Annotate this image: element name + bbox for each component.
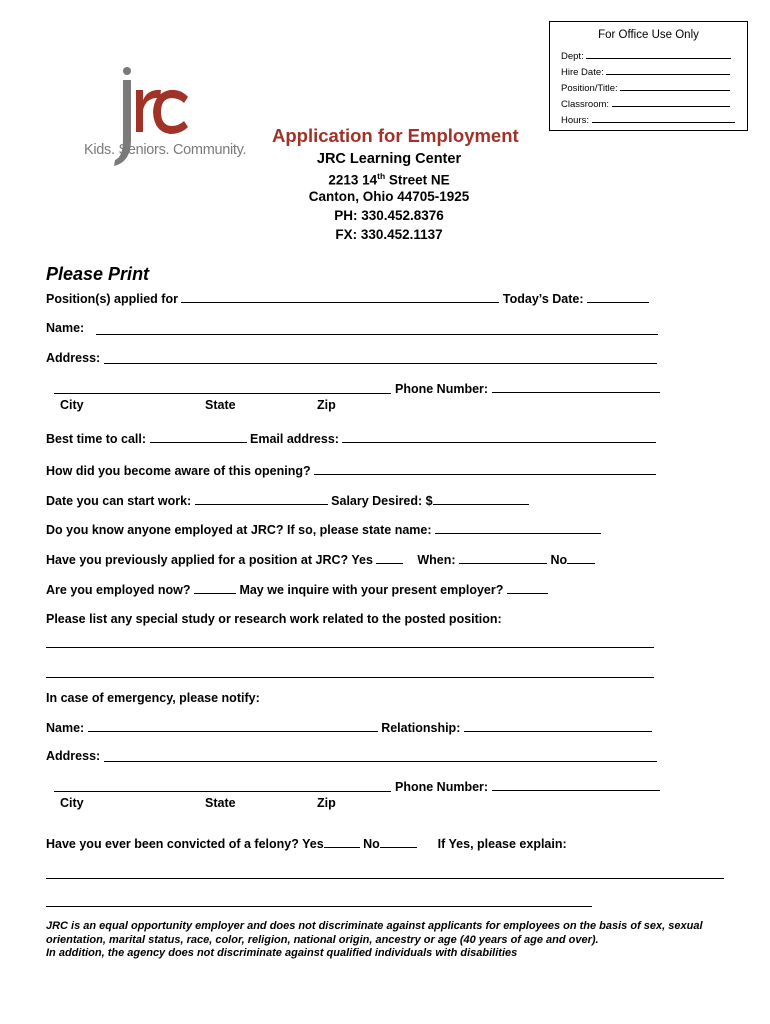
todays-date-field[interactable] bbox=[587, 291, 649, 303]
emergency-heading: In case of emergency, please notify: bbox=[46, 691, 260, 705]
page-title: Application for Employment bbox=[272, 125, 519, 146]
zip-label: Zip bbox=[317, 398, 336, 412]
phone-number-field[interactable] bbox=[492, 381, 660, 393]
org-name: JRC Learning Center bbox=[316, 151, 462, 167]
employed-row: Are you employed now? May we inquire with your present employer? bbox=[46, 582, 548, 597]
position-field[interactable] bbox=[181, 291, 499, 303]
special-study-line-1[interactable] bbox=[46, 647, 654, 648]
eeo-disclaimer: JRC is an equal opportunity employer and does not discriminate against applicants for employees on the basis of sex, sexual orientation, marital status, race, color, religion, national origin, ancestry or age (40 years of age and over). In addition, the agency does not discriminate against qualified individuals with disabilities bbox=[46, 920, 703, 959]
felony-no-field[interactable] bbox=[380, 836, 417, 848]
jrc-logo bbox=[84, 62, 247, 170]
emergency-address-label: Address: bbox=[46, 749, 101, 763]
emergency-state-label: State bbox=[205, 796, 236, 810]
address-label: Address: bbox=[46, 351, 101, 365]
best-time-email-row: Best time to call: Email address: bbox=[46, 431, 656, 446]
please-print-heading: Please Print bbox=[46, 264, 150, 284]
emergency-name-row: Name: Relationship: bbox=[46, 720, 652, 735]
emergency-city-state-zip-field[interactable] bbox=[54, 791, 391, 792]
emergency-city-label: City bbox=[60, 796, 84, 810]
org-street: 2213 14th Street NE bbox=[328, 171, 450, 188]
org-city: Canton, Ohio 44705-1925 bbox=[308, 189, 470, 204]
aware-field[interactable] bbox=[314, 463, 656, 475]
address-field[interactable] bbox=[104, 363, 657, 364]
office-field-classroom[interactable]: Classroom: bbox=[561, 97, 730, 110]
name-label: Name: bbox=[46, 321, 85, 335]
prev-applied-when-field[interactable] bbox=[459, 552, 547, 564]
know-anyone-row: Do you know anyone employed at JRC? If so, please state name: bbox=[46, 522, 601, 537]
name-field[interactable] bbox=[96, 334, 658, 335]
state-label: State bbox=[205, 398, 236, 412]
emergency-address-field[interactable] bbox=[104, 761, 657, 762]
special-study-label: Please list any special study or research work related to the posted position: bbox=[46, 612, 502, 626]
emergency-relationship-field[interactable] bbox=[464, 720, 652, 732]
position-row: Position(s) applied for Today’s Date: bbox=[46, 291, 649, 306]
felony-row: Have you ever been convicted of a felony? Yes No If Yes, please explain: bbox=[46, 837, 567, 851]
felony-yes-field[interactable] bbox=[324, 836, 360, 848]
salary-field[interactable] bbox=[433, 493, 529, 505]
inquire-field[interactable] bbox=[507, 582, 548, 594]
aware-row: How did you become aware of this opening? bbox=[46, 463, 656, 478]
felony-explain-line-2[interactable] bbox=[46, 906, 592, 907]
employed-now-field[interactable] bbox=[194, 582, 236, 594]
logo-tagline: Kids. Seniors. Community. bbox=[84, 142, 247, 158]
office-field-dept[interactable]: Dept: bbox=[561, 49, 731, 62]
office-field-position-title[interactable]: Position/Title: bbox=[561, 81, 730, 94]
office-field-hours[interactable]: Hours: bbox=[561, 113, 735, 126]
emergency-name-field[interactable] bbox=[88, 720, 378, 732]
special-study-line-2[interactable] bbox=[46, 677, 654, 678]
office-use-title: For Office Use Only bbox=[598, 29, 699, 41]
office-use-box bbox=[549, 21, 748, 131]
org-phone: PH: 330.452.8376 bbox=[334, 208, 444, 223]
emergency-phone-row: Phone Number: bbox=[395, 779, 660, 794]
know-anyone-field[interactable] bbox=[435, 522, 601, 534]
city-label: City bbox=[60, 398, 84, 412]
start-salary-row: Date you can start work: Salary Desired: $ bbox=[46, 493, 529, 508]
felony-explain-line-1[interactable] bbox=[46, 878, 724, 879]
emergency-phone-field[interactable] bbox=[492, 779, 660, 791]
prev-applied-yes-field[interactable] bbox=[376, 552, 403, 564]
email-field[interactable] bbox=[342, 431, 656, 443]
city-state-zip-field[interactable] bbox=[54, 393, 391, 394]
emergency-zip-label: Zip bbox=[317, 796, 336, 810]
best-time-field[interactable] bbox=[150, 431, 247, 443]
prev-applied-no-field[interactable] bbox=[567, 552, 595, 564]
prev-applied-row: Have you previously applied for a position at JRC? Yes When: No bbox=[46, 552, 595, 567]
office-field-hire-date[interactable]: Hire Date: bbox=[561, 65, 730, 78]
start-date-field[interactable] bbox=[195, 493, 328, 505]
org-fax: FX: 330.452.1137 bbox=[335, 227, 443, 242]
phone-number-row: Phone Number: bbox=[395, 381, 660, 396]
